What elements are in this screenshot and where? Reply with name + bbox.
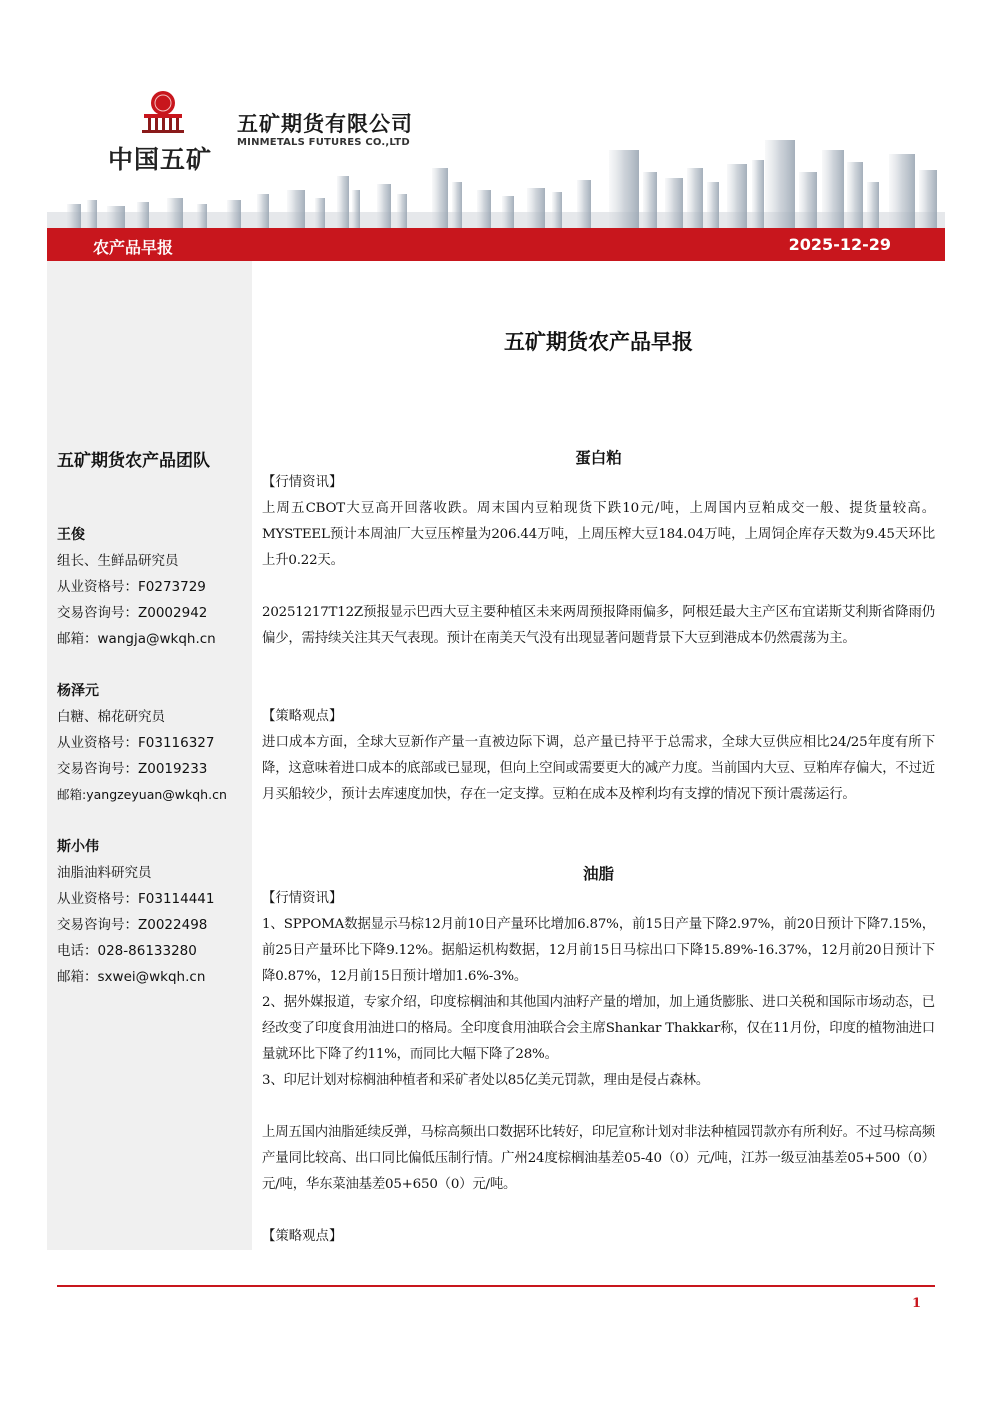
member-card xyxy=(57,834,214,990)
member-license: 从业资格号：F03114441 xyxy=(57,891,215,907)
city-skyline-image xyxy=(47,120,945,228)
member-consult-no: 交易咨询号：Z0019233 xyxy=(57,761,208,777)
section-heading-protein-meal: 蛋白粕 xyxy=(575,449,622,467)
member-email: 邮箱:yangzeyuan@wkqh.cn xyxy=(57,787,227,802)
section-heading-oils: 油脂 xyxy=(582,865,614,883)
member-license: 从业资格号：F03116327 xyxy=(57,735,215,751)
member-role: 白糖、棉花研究员 xyxy=(57,709,165,725)
logo-text: 中国五矿 xyxy=(108,145,213,174)
news-paragraph: 1、SPPOMA数据显示马棕12月前10日产量环比增加6.87%，前15日产量下降2.97%，前20日预计下降7.15%，前25日产量环比下降9.12%。据船运机构数据，12月前15日马棕出口下降15.89%-16.37%，12月前20日预计下降0.87%，12月前15日预计增加1.6%-3%。 xyxy=(262,917,935,984)
team-sidebar xyxy=(47,261,252,1250)
news-paragraph: 上周五国内油脂延续反弹，马棕高频出口数据环比转好，印尼宣称计划对非法种植园罚款亦有所利好。不过马棕高频产量同比较高、出口同比偏低压制行情。广州24度棕榈油基差05-40（0）元/吨，江苏一级豆油基差05+500（0）元/吨，华东菜油基差05+650（0）元/吨。 xyxy=(262,1125,935,1192)
member-consult-no: 交易咨询号：Z0002942 xyxy=(57,605,208,621)
report-date: 2025-12-29 xyxy=(788,235,891,254)
strategy-paragraph: 进口成本方面，全球大豆新作产量一直被边际下调，总产量已持平于总需求，全球大豆供应相比24/25年度有所下降，这意味着进口成本的底部或已显现，但向上空间或需要更大的减产力度。当前国内大豆、豆粕库存偏大，不过近月买船较少，预计去库速度加快，存在一定支撑。豆粕在成本及榨利均有支撑的情况下预计震荡运行。 xyxy=(262,735,935,802)
news-paragraph: 上周五CBOT大豆高开回落收跌。周末国内豆粕现货下跌10元/吨，上周国内豆粕成交一般、提货量较高。MYSTEEL预计本周油厂大豆压榨量为206.44万吨，上周压榨大豆184.04万吨，上周饲企库存天数为9.45天环比上升0.22天。 xyxy=(262,501,935,568)
member-role: 组长、生鲜品研究员 xyxy=(57,553,179,569)
member-license: 从业资格号：F0273729 xyxy=(57,579,206,595)
member-card xyxy=(57,678,227,808)
member-email: 邮箱：sxwei@wkqh.cn xyxy=(57,969,206,985)
news-paragraph: 3、印尼计划对棕榈油种植者和采矿者处以85亿美元罚款，理由是侵占森林。 xyxy=(262,1073,710,1088)
report-banner xyxy=(47,228,945,261)
member-email: 邮箱：wangja@wkqh.cn xyxy=(57,631,216,647)
news-paragraph: 2、据外媒报道，专家介绍，印度棕榈油和其他国内油籽产量的增加，加上通货膨胀、进口关税和国际市场动态，已经改变了印度食用油进口的格局。全印度食用油联合会主席Shankar Thakkar称，仅在11月份，印度的植物油进口量就环比下降了约11%，而同比大幅下降了28%。 xyxy=(262,995,935,1062)
member-consult-no: 交易咨询号：Z0022498 xyxy=(57,917,208,933)
news-tag: 【行情资讯】 xyxy=(262,475,343,490)
member-card xyxy=(57,522,216,652)
news-tag: 【行情资讯】 xyxy=(262,891,343,906)
page-number: 1 xyxy=(912,1296,922,1311)
member-name: 斯小伟 xyxy=(57,839,99,855)
footer-divider xyxy=(57,1285,935,1287)
member-phone: 电话：028-86133280 xyxy=(57,943,197,959)
company-name-cn: 五矿期货有限公司 xyxy=(237,112,413,136)
strategy-tag: 【策略观点】 xyxy=(262,709,343,724)
member-role: 油脂油料研究员 xyxy=(57,865,152,881)
strategy-tag: 【策略观点】 xyxy=(262,1229,343,1244)
company-name-en: MINMETALS FUTURES CO.,LTD xyxy=(237,137,410,148)
news-paragraph: 20251217T12Z预报显示巴西大豆主要种植区未来两周预报降雨偏多，阿根廷最大主产区布宜诺斯艾利斯省降雨仍偏少，需持续关注其天气表现。预计在南美天气没有出现显著问题背景下大豆到港成本仍然震荡为主。 xyxy=(262,605,935,646)
member-name: 杨泽元 xyxy=(57,683,99,699)
member-name: 王俊 xyxy=(57,527,85,543)
team-title: 五矿期货农产品团队 xyxy=(57,451,210,471)
report-category: 农产品早报 xyxy=(93,238,174,257)
report-title: 五矿期货农产品早报 xyxy=(504,330,693,354)
